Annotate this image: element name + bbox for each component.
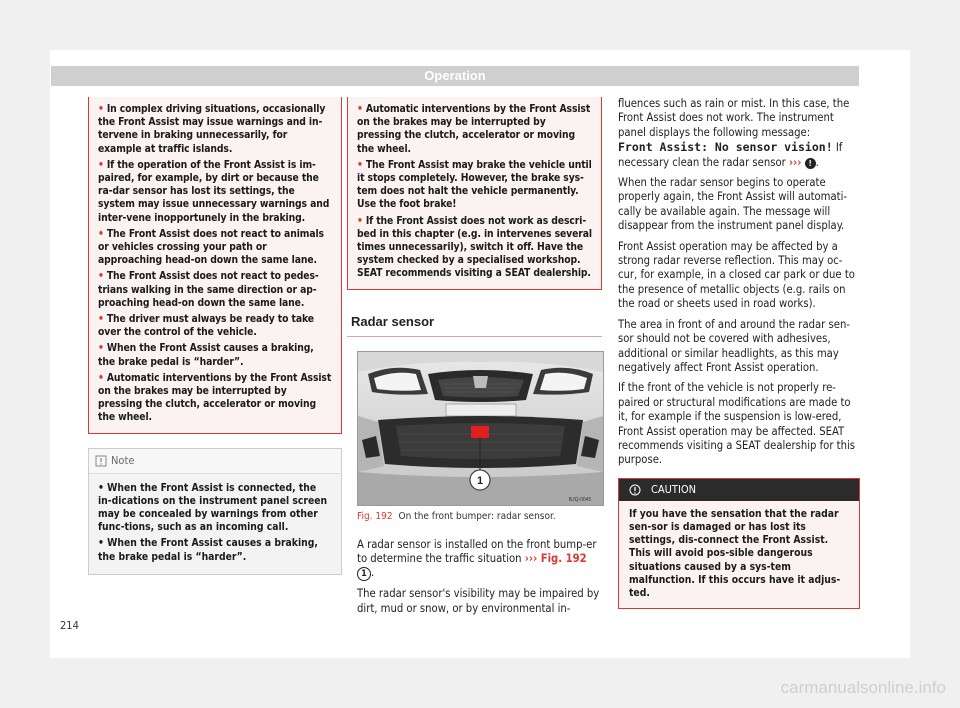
warning-bullet: • If the operation of the Front Assist is im-paired, for example, by dirt or because the ra-dar sensor has lost its settings, the system may issue unnecessary warnings and inter-vene inopportunely in the braking.: [98, 158, 330, 224]
body-text: [357, 538, 602, 617]
warning-bullet: • When the Front Assist causes a braking, the brake pedal is “harder”.: [98, 342, 314, 368]
note-body: [89, 474, 341, 574]
note-title: Note: [111, 453, 135, 467]
warning-box-continued: [347, 97, 602, 290]
instrument-message: Front Assist: No sensor vision!: [618, 140, 833, 155]
paragraph: The area in front of and around the radar sen-sor should not be covered with adhesives, additional or similar headlights, as this may negatively affect Front Assist operation.: [618, 317, 850, 374]
note-icon: [95, 455, 107, 467]
callout-badge: 1: [357, 567, 371, 581]
caution-icon: [629, 484, 641, 496]
warning-bullet: • The Front Assist does not react to pedes-trians walking in the same direction or ap-proaching head-on down the same lane.: [98, 270, 319, 309]
section-title: Radar sensor: [347, 314, 602, 337]
paragraph: fluences such as rain or mist. In this case, the Front Assist does not work. The instrument panel displays the following message: Front Assist: No sensor vision! If necessary clean the radar sensor ››› ! .: [618, 97, 850, 169]
warning-bullet: • The driver must always be ready to take over the control of the vehicle.: [98, 313, 314, 339]
bullet-icon: •: [98, 158, 104, 171]
warning-bullet: • In complex driving situations, occasionally the Front Assist may issue warnings and in-tervene in braking unnecessarily, for example at traffic islands.: [98, 103, 326, 155]
caution-box: [618, 478, 860, 609]
caution-header: [619, 479, 859, 501]
radar-sensor-figure: [357, 351, 604, 506]
column-right: [618, 97, 860, 609]
warning-bullet: • Automatic interventions by the Front Assist on the brakes may be interrupted by pressing the clutch, accelerator or moving the wheel.: [98, 371, 332, 424]
car-front-illustration: [358, 352, 603, 505]
paragraph: A radar sensor is installed on the front bump-er to determine the traffic situation ››› Fig. 192 1 .: [357, 537, 597, 580]
warning-bullet: • Automatic interventions by the Front Assist on the brakes may be interrupted by pressing the clutch, accelerator or moving the wheel.: [357, 103, 591, 155]
column-middle: [347, 97, 602, 622]
bullet-icon: •: [357, 214, 363, 227]
note-item: • When the Front Assist is connected, the in-dications on the instrument panel screen may be concealed by warnings from other func-tions, such as an incoming call.: [98, 481, 328, 534]
note-item: • When the Front Assist causes a braking, the brake pedal is “harder”.: [98, 537, 318, 563]
figure-code: BJQ-0045: [568, 496, 592, 503]
warning-bullet: • The Front Assist may brake the vehicle until it stops completely. However, the brake sys-tem does not halt the vehicle permanently. Use the foot brake!: [357, 158, 592, 211]
paragraph: If the front of the vehicle is not properly re-paired or structural modifications are made to it, for example if the suspension is low-ered, Front Assist operation may be affected. SEAT recommends visiting a SEAT dealership for this purpose.: [618, 381, 856, 467]
note-box: [88, 448, 342, 575]
bullet-icon: •: [98, 270, 104, 283]
figure-label: Fig. 192: [357, 510, 393, 522]
bullet-icon: •: [98, 371, 104, 384]
page-number: 214: [60, 619, 79, 632]
figure-caption: Fig. 192 On the front bumper: radar sensor.: [357, 510, 556, 522]
caution-title: CAUTION: [651, 482, 697, 496]
bullet-icon: •: [357, 158, 363, 171]
bullet-icon: •: [98, 342, 104, 355]
bullet-icon: •: [98, 103, 104, 115]
paragraph: The radar sensor's visibility may be impaired by dirt, mud or snow, or by environmental in-: [357, 587, 600, 615]
column-left: [88, 97, 342, 575]
figure-reference-link[interactable]: ››› Fig. 192: [524, 552, 587, 566]
body-text: [618, 97, 860, 468]
warning-icon: !: [805, 158, 816, 169]
warning-bullet: • If the Front Assist does not work as descri-bed in this chapter (e.g. in intervenes several times unnecessarily), switch it off. Have the system checked by a specialised workshop. SEAT recommends visiting a SEAT dealership.: [357, 214, 592, 280]
warning-box-continued: [88, 97, 342, 434]
bullet-icon: •: [98, 313, 104, 326]
figure-callout-number: 1: [476, 474, 484, 487]
paragraph: When the radar sensor begins to operate properly again, the Front Assist will automati-cally be available again. The message will disappear from the instrument panel display.: [618, 176, 848, 233]
caution-body: If you have the sensation that the radar sen-sor is damaged or has lost its settings, dis-connect the Front Assist. This will avoid pos-sible dangerous situations caused by a sys-tem malfunction. If this occurs have it adjus-ted.: [629, 507, 841, 599]
warning-reference-link[interactable]: ›››: [788, 155, 802, 169]
paragraph: Front Assist operation may be affected by a strong radar reverse reflection. This may oc-cur, for example, in a closed car park or due to the presence of metallic objects (e.g. rails on the road or sheets used in road works).: [618, 239, 855, 311]
watermark: carmanualsonline.info: [780, 678, 946, 697]
bullet-icon: •: [98, 227, 104, 240]
page-header: Operation: [51, 66, 859, 86]
note-header: [89, 449, 341, 474]
warning-bullet: • The Front Assist does not react to animals or vehicles crossing your path or approaching head-on down the same lane.: [98, 227, 324, 267]
bullet-icon: •: [357, 103, 363, 115]
